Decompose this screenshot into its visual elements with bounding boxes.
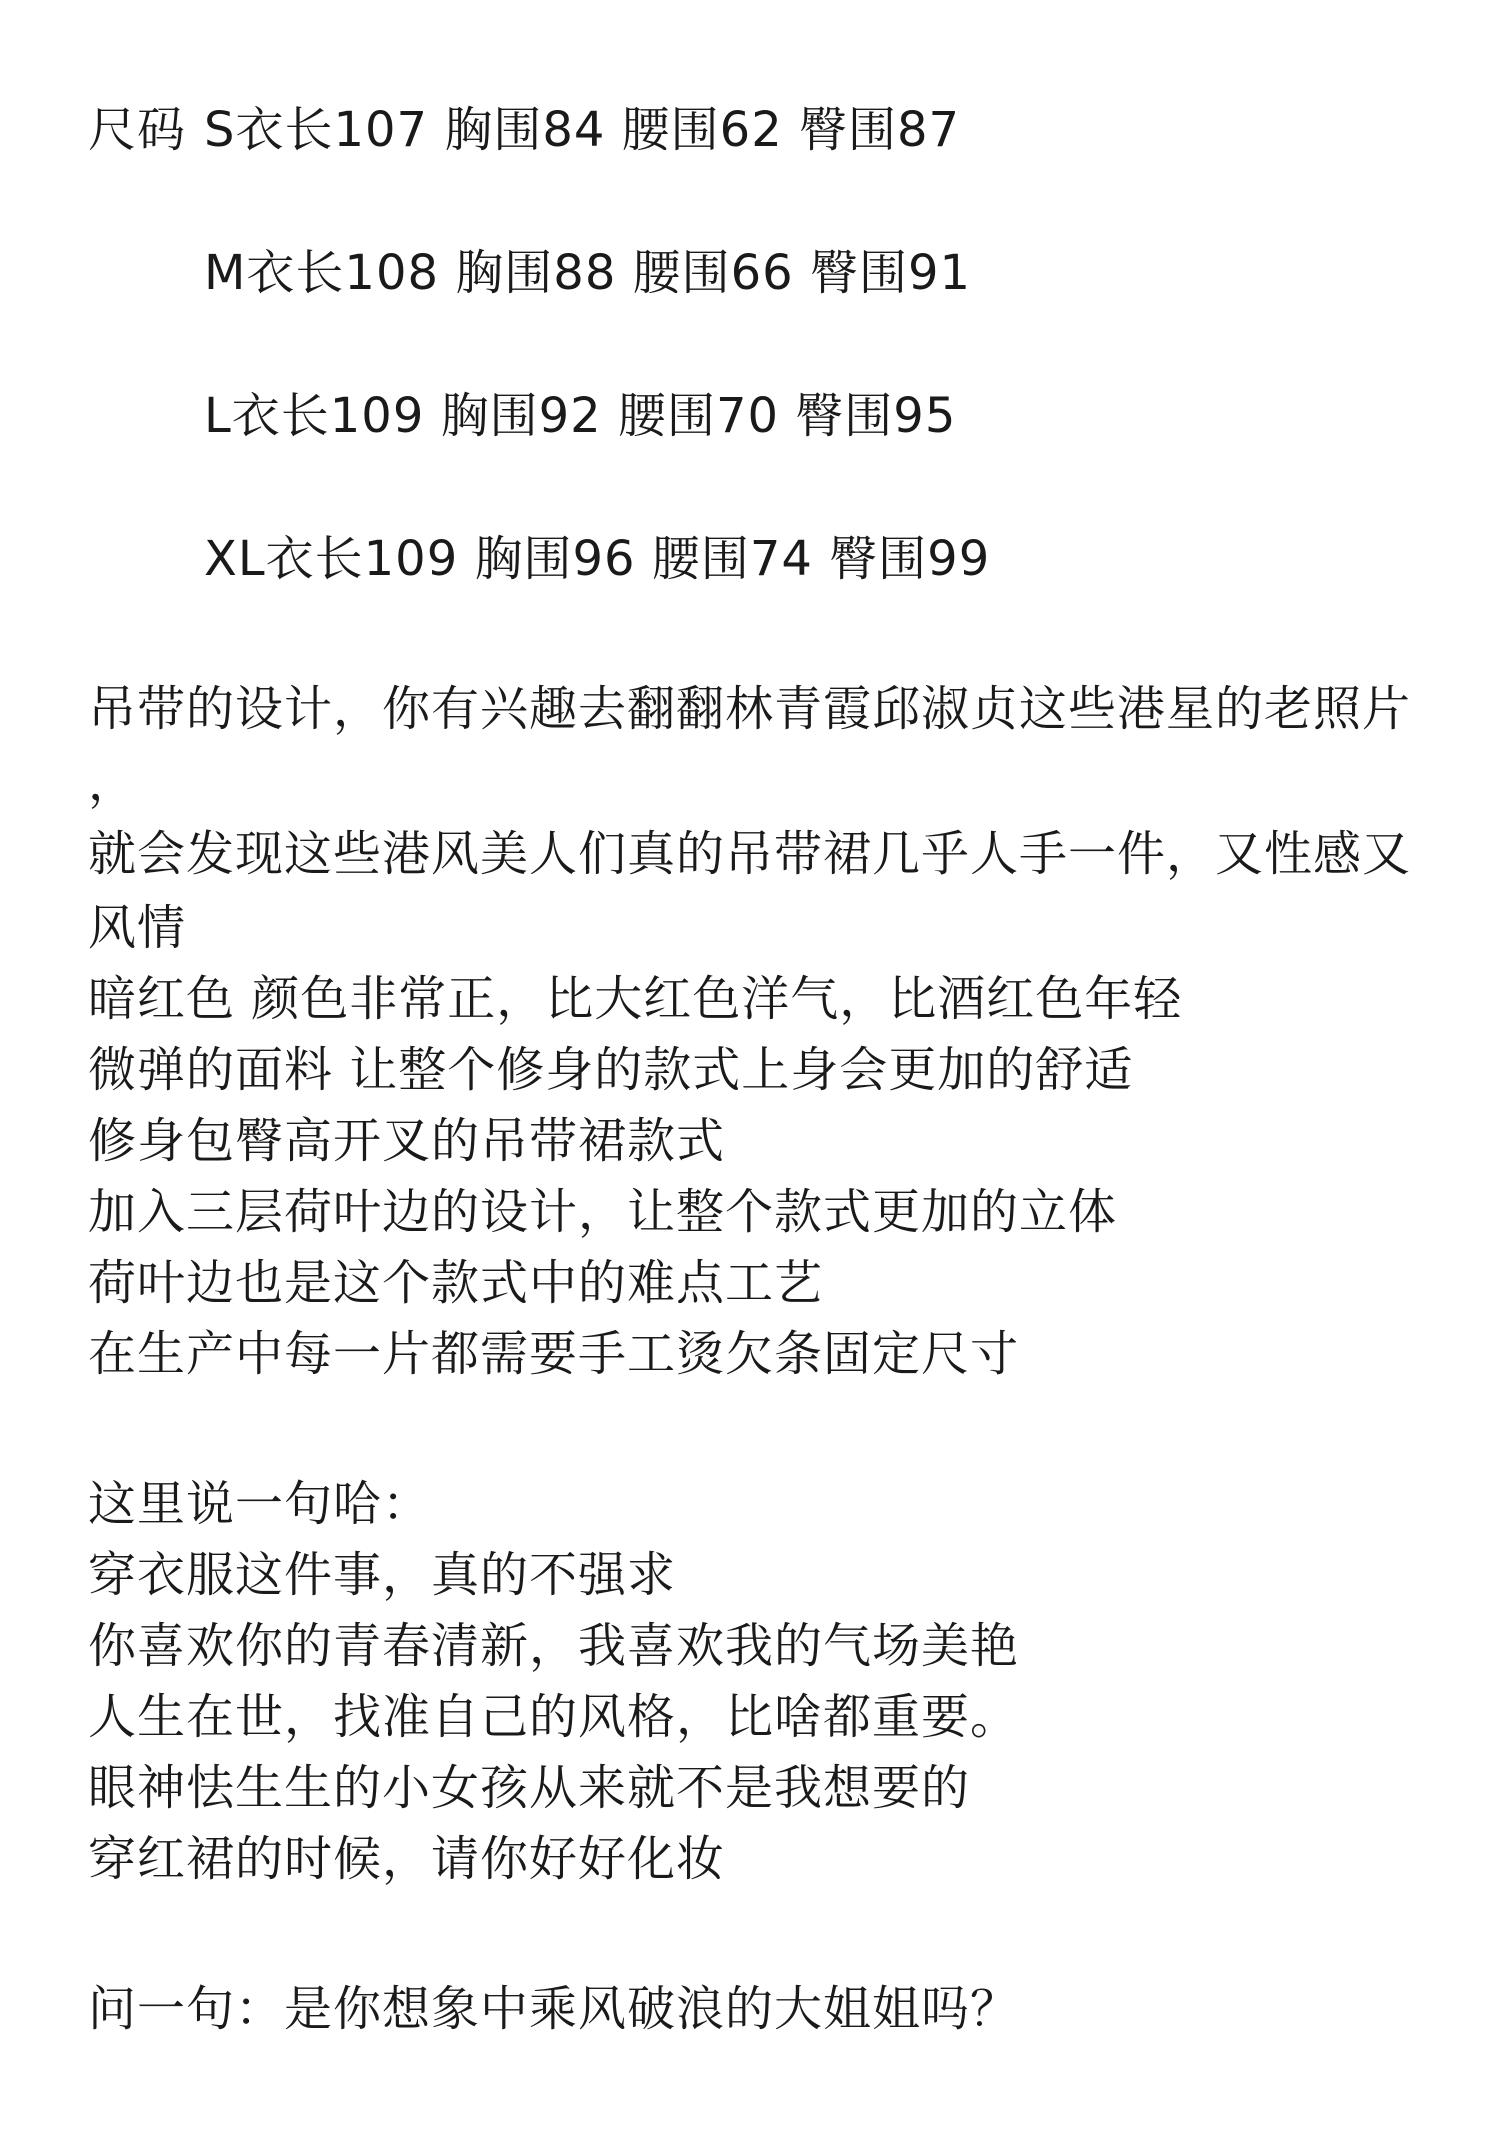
description-line: 加入三层荷叶边的设计，让整个款式更加的立体 (88, 1184, 1118, 1240)
description-line: 修身包臀高开叉的吊带裙款式 (88, 1113, 726, 1169)
size-chart-label: 尺码 (88, 102, 187, 158)
note-line: 穿红裙的时候，请你好好化妆 (88, 1831, 726, 1887)
note-line: 这里说一句哈： (88, 1476, 432, 1532)
note-line: 穿衣服这件事，真的不强求 (88, 1547, 677, 1603)
note-line: 人生在世，找准自己的风格，比啥都重要。 (88, 1689, 1020, 1745)
size-row-m: M衣长108 胸围88 腰围66 臀围91 (204, 245, 972, 301)
note-line: 你喜欢你的青春清新，我喜欢我的气场美艳 (88, 1618, 1020, 1674)
description-line: 就会发现这些港风美人们真的吊带裙几乎人手一件，又性感又 (88, 826, 1412, 882)
closing-question: 问一句：是你想象中乘风破浪的大姐姐吗？ (88, 1981, 1020, 2037)
description-line: 荷叶边也是这个款式中的难点工艺 (88, 1255, 824, 1311)
note-line: 眼神怯生生的小女孩从来就不是我想要的 (88, 1760, 971, 1816)
description-line: 风情 (88, 900, 187, 956)
size-row-s: S衣长107 胸围84 腰围62 臀围87 (204, 102, 961, 158)
description-line: 吊带的设计，你有兴趣去翻翻林青霞邱淑贞这些港星的老照片 (88, 681, 1412, 737)
description-line: 在生产中每一片都需要手工烫欠条固定尺寸 (88, 1326, 1020, 1382)
description-line: 暗红色 颜色非常正，比大红色洋气，比酒红色年轻 (88, 971, 1183, 1027)
description-line: ， (88, 755, 138, 811)
size-row-xl: XL衣长109 胸围96 腰围74 臀围99 (204, 531, 991, 587)
description-line: 微弹的面料 让整个修身的款式上身会更加的舒适 (88, 1042, 1134, 1098)
size-row-l: L衣长109 胸围92 腰围70 臀围95 (204, 388, 957, 444)
